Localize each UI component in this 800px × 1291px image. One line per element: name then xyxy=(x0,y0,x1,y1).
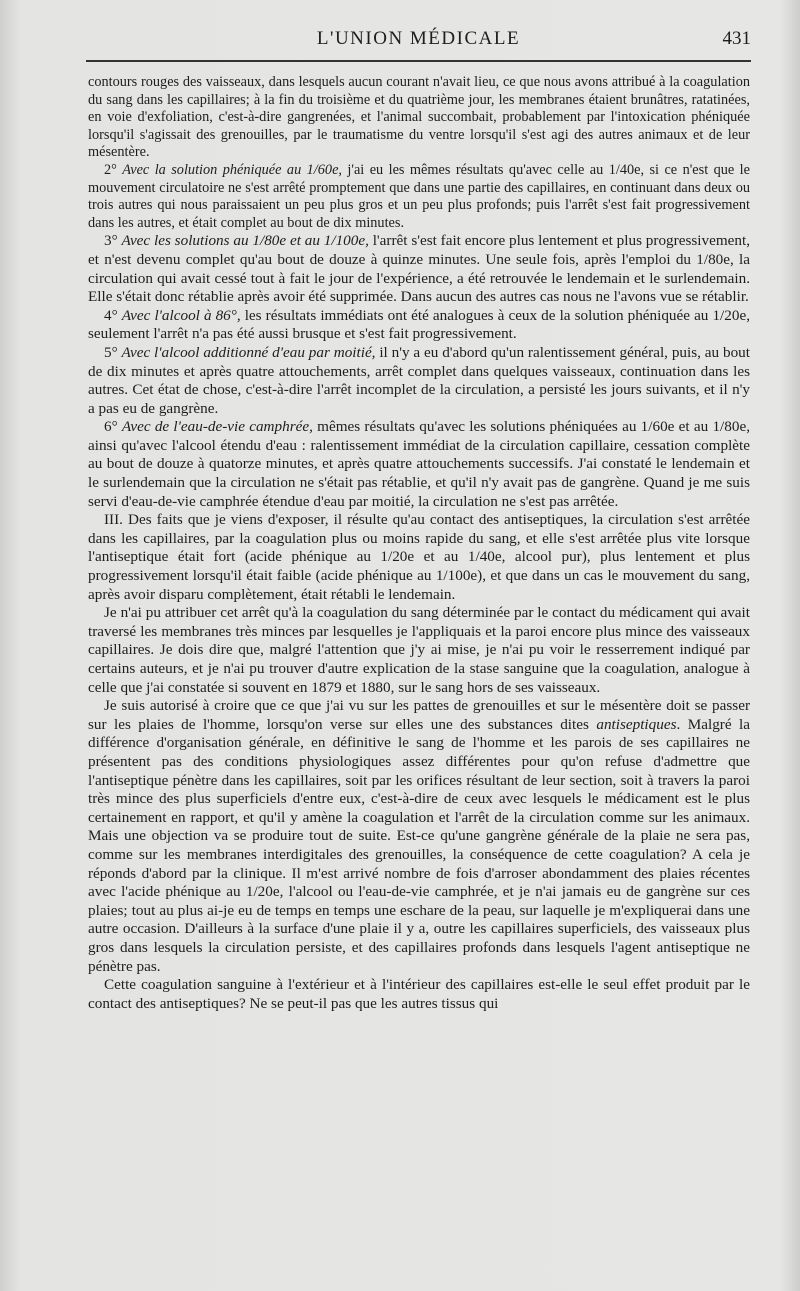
paragraph xyxy=(88,976,750,1013)
header-rule xyxy=(86,60,751,62)
item-number: 2° xyxy=(104,161,123,178)
paragraph xyxy=(88,697,750,976)
item-number: 5° xyxy=(104,343,122,361)
section-number: III. xyxy=(104,511,128,529)
paragraph-text: Cette coagulation sanguine à l'extérieur et à l'intérieur des capillaires est-elle le seul effet produit par le contact des antiseptiques? Ne se peut-il pas que les autres tissus qui xyxy=(88,976,750,1012)
paragraph xyxy=(88,74,750,162)
item-number: 3° xyxy=(104,232,122,250)
paragraph-text: Je n'ai pu attribuer cet arrêt qu'à la coagulation du sang déterminée par le contact du médicament qui avait traversé les membranes très minces par lesquelles je l'appliquais et la paroi encore plus mince des vaisseaux capillaires. Je dois dire que, malgré l'attention que j'y ai mise, je n'ai pu voir le resserrement indiqué par certains auteurs, et je n'ai pu trouver d'autre explication de la stase sanguine que la coagulation, analogue à celle que j'ai constatée si souvent en 1879 et 1880, sur le sang hors de ses vaisseaux. xyxy=(88,604,750,696)
paragraph-text: Je suis autorisé à croire que ce que j'ai vu sur les pattes de grenouilles et sur le mésentère doit se passer sur les plaies de l'homme, lorsqu'on verse sur elles une des substances dites xyxy=(88,697,750,733)
paragraph xyxy=(88,232,750,306)
item-heading: Avec l'alcool additionné d'eau par moitié, xyxy=(121,343,376,361)
item-heading: Avec l'alcool à 86°, xyxy=(121,306,241,324)
paragraph xyxy=(88,604,750,697)
item-heading: Avec les solutions au 1/80e et au 1/100e, xyxy=(121,232,369,250)
page-number: 431 xyxy=(722,28,751,49)
paragraph-text: l'arrêt s'est fait encore plus lentement et plus progressivement, et n'est devenu complet qu'au bout de douze à quinze minutes. Une seule fois, après l'emploi du 1/80e, la circulation qui avait cessé tout à fait le jour de l'expérience, a été retrouvée le lendemain et le surlendemain. Elle s'était donc rétablie après avoir été supprimée. Dans aucun des autres cas nous ne l'avons vue se rétablir. xyxy=(88,232,750,306)
item-number: 4° xyxy=(104,306,122,324)
paragraph-text: les résultats immédiats ont été analogues à ceux de la solution phéniquée au 1/20e, seulement l'arrêt n'a pas été aussi brusque et s'est fait progressivement. xyxy=(88,306,750,343)
paragraph-text: j'ai eu les mêmes résultats qu'avec celle au 1/40e, si ce n'est que le mouvement circulatoire ne s'est arrêté promptement que dans une partie des capillaires, en continuant dans deux ou trois autres qui nous paraissaient un peu plus gros et un peu plus profonds; puis l'arrêt s'est fait progressivement dans les autres, et était complet au bout de dix minutes. xyxy=(88,161,750,231)
paragraph-text: il n'y a eu d'abord qu'un ralentissement général, puis, au bout de dix minutes et après quatre attouchements, arrêt complet dans quelques vaisseaux, continuation dans les autres. Cet état de chose, c'est-à-dire l'arrêt incomplet de la circulation, a persisté les jours suivants, et il n'y a pas eu de gangrène. xyxy=(88,343,750,417)
item-heading: Avec la solution phéniquée au 1/60e, xyxy=(122,161,342,178)
item-heading: Avec de l'eau-de-vie camphrée, xyxy=(121,418,313,436)
paragraph-text: mêmes résultats qu'avec les solutions phéniquées au 1/60e et au 1/80e, ainsi qu'avec l'alcool étendu d'eau : ralentissement immédiat de la circulation capillaire, cessation complète au bout de douze à quatorze minutes, et après quatre attouchements successifs. J'ai constaté le lendemain et le surlendemain que la circulation ne s'était pas rétablie, et qu'il n'y avait pas de gangrène. Quand je me suis servi d'eau-de-vie camphrée étendue d'eau par moitié, la circulation ne s'est pas arrêtée. xyxy=(88,418,750,510)
journal-title: L'UNION MÉDICALE xyxy=(316,28,521,49)
paragraph-text: contours rouges des vaisseaux, dans lesquels aucun courant n'avait lieu, ce que nous avons attribué à la coagulation du sang dans les capillaires; à la fin du troisième et du quatrième jour, les membranes étaient brunâtres, ratatinées, en voie d'exfoliation, c'est-à-dire gangrenées, et l'animal succombait, probablement par l'intoxication phéniquée lorsqu'il s'agissait des grenouilles, par le traumatisme du ventre lorsqu'il s'est agi des autres animaux et de leur mésentère. xyxy=(88,74,750,161)
paragraph-text-continued: . Malgré la différence d'organisation générale, en définitive le sang de l'homme et les parois de ses capillaires ne présentent pas des conditions physiologiques assez différentes pour qu'on refuse d'admettre que l'antiseptique pénètre dans les capillaires, soit par les orifices résultant de leur section, soit à travers la paroi très mince des plus superficiels d'entre eux, c'est-à-dire de ceux avec lesquels le médicament est le plus certainement en rapport, et qu'il y amène la coagulation et l'arrêt de la circulation comme sur les animaux. Mais une objection va se produire tout de suite. Est-ce qu'une gangrène générale de la plaie ne sera pas, comme sur les membranes interdigitales des grenouilles, la conséquence de cette coagulation? A cela je réponds d'abord par la clinique. Il m'est arrivé nombre de fois d'arroser abondamment des plaies récentes avec l'acide phénique au 1/20e, l'alcool ou l'eau-de-vie camphrée, et je n'ai jamais eu de gangrène sur ces plaies; tout au plus ai-je eu de temps en temps une eschare de la peau, sur laquelle je m'expliquerai dans une autre occasion. D'ailleurs à la surface d'une plaie il y a, outre les capillaires superficiels, des vaisseaux plus gros dans lesquels la circulation persiste, et des capillaires profonds dans lesquels l'agent antiseptique ne pénètre pas. xyxy=(88,715,750,975)
emphasis-term: antiseptiques xyxy=(596,715,677,733)
paragraph xyxy=(88,418,750,511)
item-number: 6° xyxy=(104,418,122,436)
paragraph xyxy=(88,344,750,418)
body-text xyxy=(88,74,750,1013)
running-head xyxy=(86,28,751,56)
paragraph-text: Des faits que je viens d'exposer, il résulte qu'au contact des antiseptiques, la circulation s'est arrêtée dans les capillaires, par la coagulation plus ou moins rapide du sang, et elle s'est arrêtée plus vite lorsque l'antiseptique était fort (acide phénique au 1/20e et au 1/40e, alcool pur), plus lentement et plus progressivement lorsqu'il était faible (acide phénique au 1/100e), et que dans un cas le mouvement du sang, après avoir disparu complètement, était rétabli le lendemain. xyxy=(88,511,750,603)
paragraph xyxy=(88,511,750,604)
paragraph xyxy=(88,162,750,232)
paragraph xyxy=(88,307,750,344)
